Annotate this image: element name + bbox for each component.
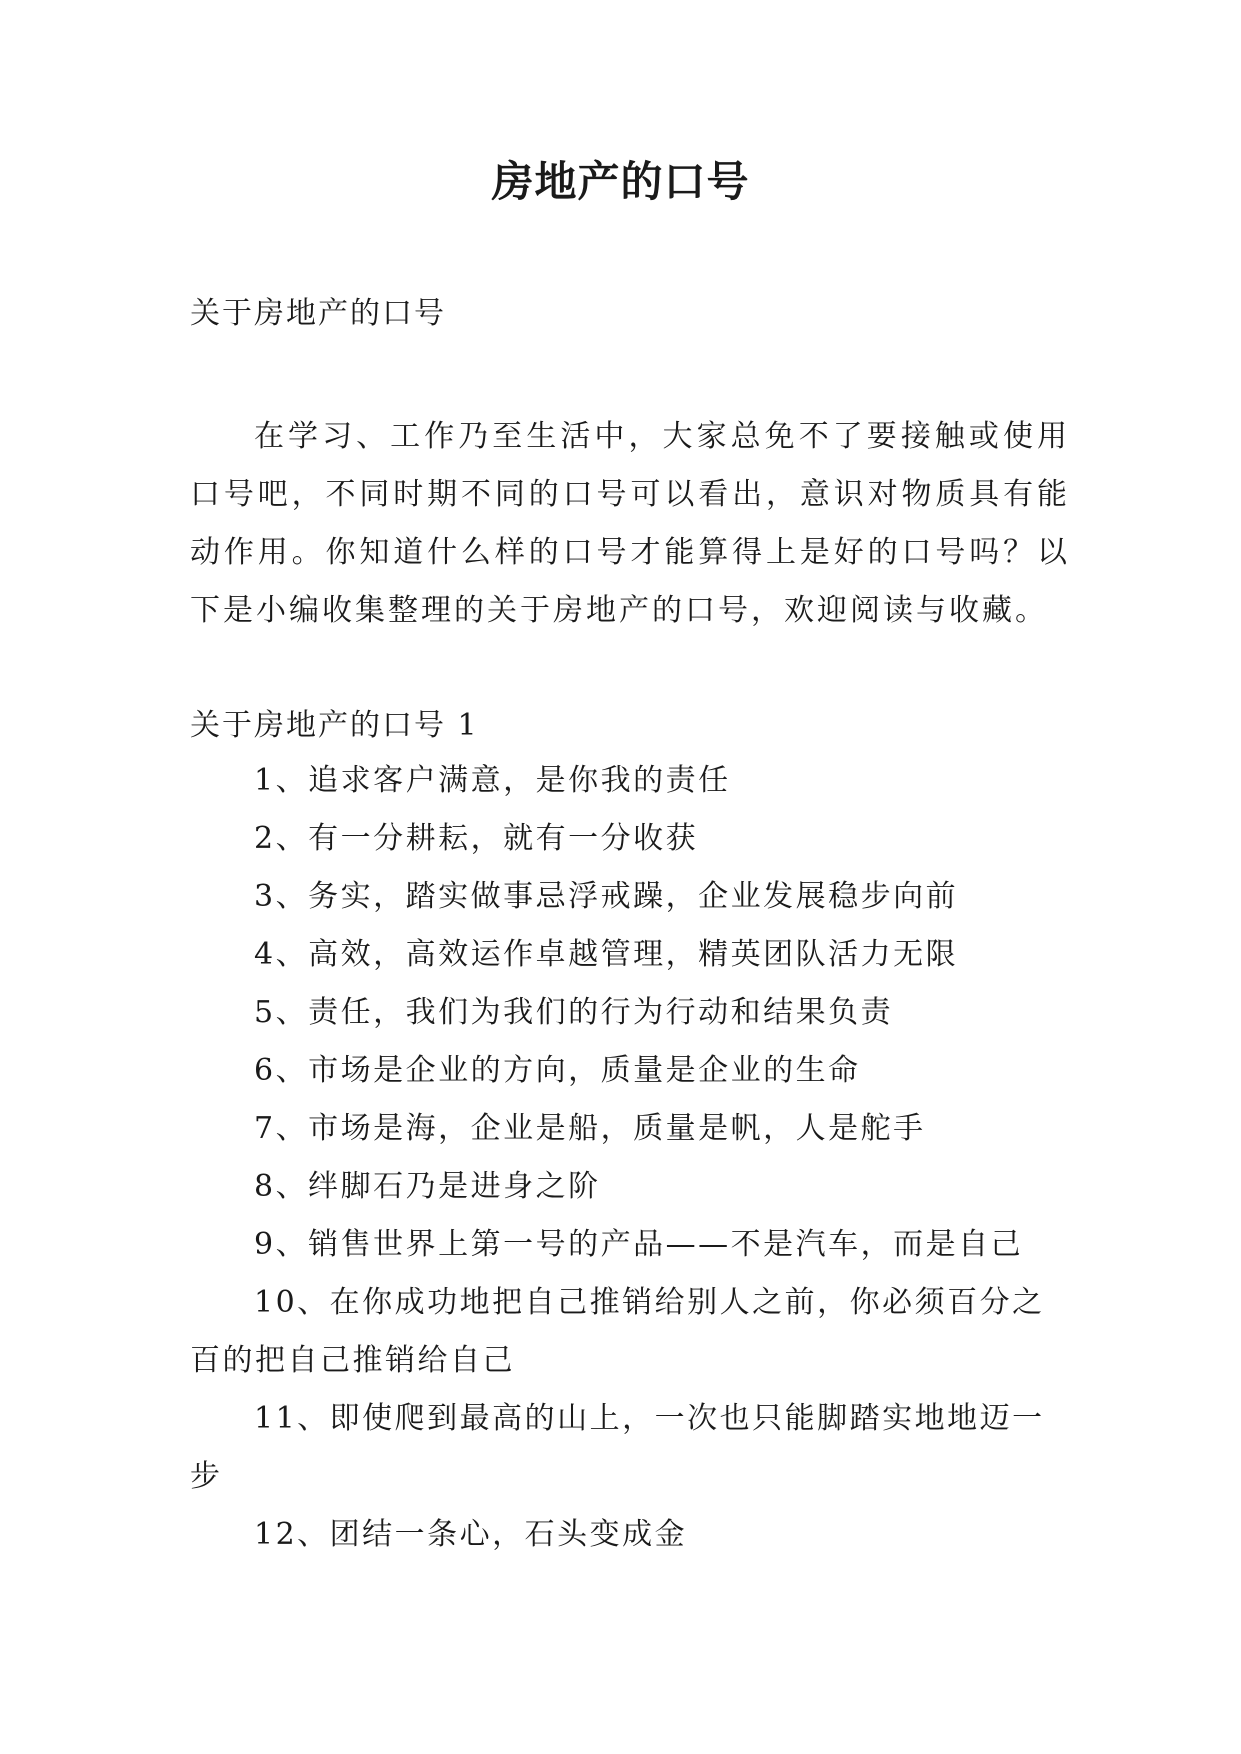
section-heading: 关于房地产的口号 1 [190,708,479,743]
slogan-item-1: 1、追求客户满意，是你我的责任 [254,763,731,798]
slogan-item-2: 2、有一分耕耘，就有一分收获 [254,821,699,856]
slogan-item-3: 3、务实，踏实做事忌浮戒躁，企业发展稳步向前 [254,879,959,914]
slogan-list [190,752,1070,1564]
intro-paragraph: 在学习、工作乃至生活中，大家总免不了要接触或使用口号吧，不同时期不同的口号可以看出，意识对物质具有能动作用。你知道什么样的口号才能算得上是好的口号吗？以下是小编收集整理的关于房地产的口号，欢迎阅读与收藏。 [190,419,1070,628]
slogan-item-12: 12、团结一条心，石头变成金 [254,1517,688,1552]
document-subtitle: 关于房地产的口号 [190,296,446,331]
slogan-item-11: 11、即使爬到最高的山上，一次也只能脚踏实地地迈一步 [190,1401,1045,1494]
document-title: 房地产的口号 [491,157,750,206]
slogan-item-4: 4、高效，高效运作卓越管理，精英团队活力无限 [254,937,959,972]
slogan-item-8: 8、绊脚石乃是进身之阶 [254,1169,601,1204]
slogan-item-5: 5、责任，我们为我们的行为行动和结果负责 [254,995,894,1030]
slogan-item-9: 9、销售世界上第一号的产品——不是汽车，而是自己 [254,1227,1024,1262]
slogan-item-6: 6、市场是企业的方向，质量是企业的生命 [254,1053,861,1088]
slogan-item-10: 10、在你成功地把自己推销给别人之前，你必须百分之百的把自己推销给自己 [190,1285,1045,1378]
slogan-item-7: 7、市场是海，企业是船，质量是帆，人是舵手 [254,1111,926,1146]
